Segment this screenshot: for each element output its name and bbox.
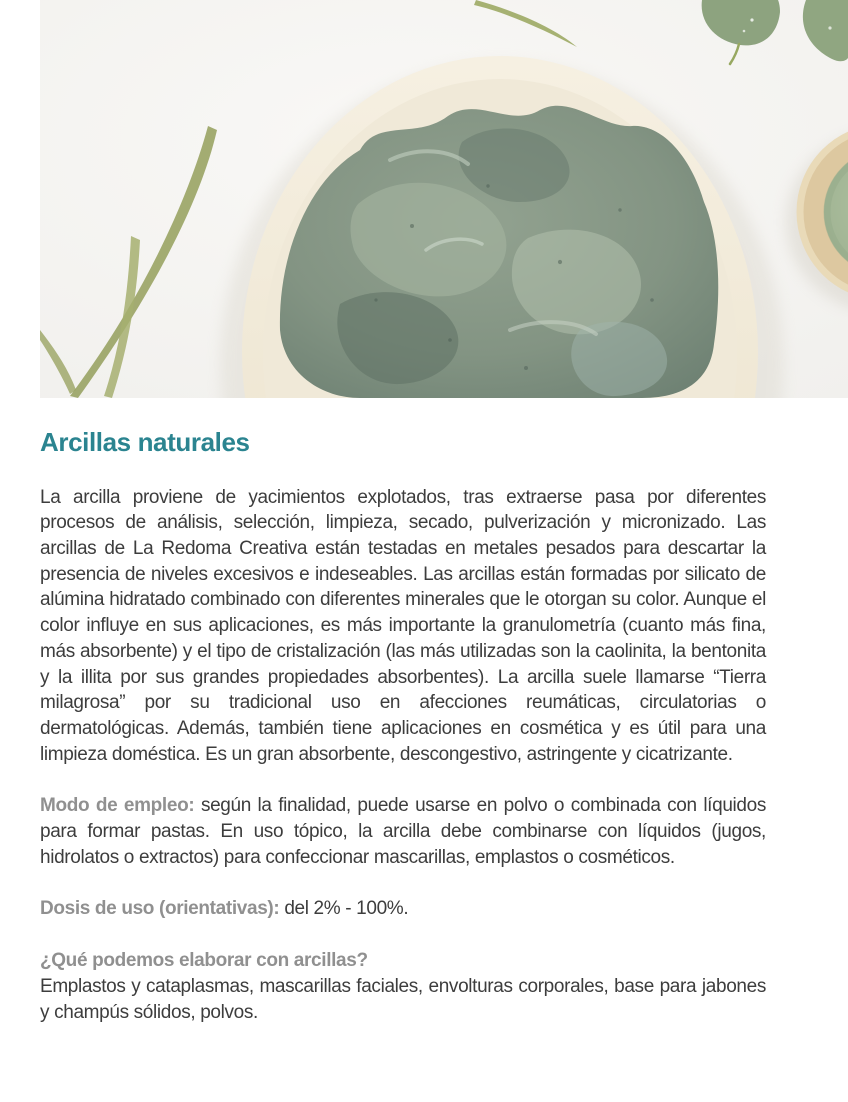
clay-photo-illustration xyxy=(40,0,848,398)
article xyxy=(40,398,766,1025)
elaborar-answer: Emplastos y cataplasmas, mascarillas faciales, envolturas corporales, base para jabones y champús sólidos, polvos. xyxy=(40,975,766,1023)
modo-de-empleo-paragraph xyxy=(40,793,766,870)
dosis-de-uso-text: del 2% - 100%. xyxy=(284,898,409,920)
elaborar-question: ¿Qué podemos elaborar con arcillas? xyxy=(40,950,368,972)
intro-paragraph: La arcilla proviene de yacimientos explotados, tras extraerse pasa por diferentes procesos de análisis, selección, limpieza, secado, pulverización y micronizado. Las arcillas de La Redoma Creativa están testadas en metales pesados para descartar la presencia de niveles excesivos e indeseables. Las arcillas están formadas por silicato de alúmina hidratado combinado con diferentes minerales que le otorgan su color. Aunque el color influye en sus aplicaciones, es más importante la granulometría (cuanto más fina, más absorbente) y el tipo de cristalización (las más utilizadas son la caolinita, la bentonita y la illita por sus grandes propiedades absorbentes). La arcilla suele llamarse “Tierra milagrosa” por su tradicional uso en afecciones reumáticas, circulatorias o dermatológicas. Además, también tiene aplicaciones en cosmética y es útil para una limpieza doméstica. Es un gran absorbente, descongestivo, astringente y cicatrizante. xyxy=(40,486,766,765)
hero-photo xyxy=(40,0,848,398)
dosis-de-uso-label: Dosis de uso (orientativas): xyxy=(40,898,280,920)
modo-de-empleo-text: según la finalidad, puede usarse en polvo o combinada con líquidos para formar pastas. En uso tópico, la arcilla debe combinarse con líquidos (jugos, hidrolatos o extractos) para confeccionar mascarillas, emplastos o cosméticos. xyxy=(40,795,767,868)
modo-de-empleo-label: Modo de empleo: xyxy=(40,795,195,817)
page-title: Arcillas naturales xyxy=(40,427,250,457)
elaborar-paragraph xyxy=(40,948,766,1025)
dosis-de-uso-paragraph xyxy=(40,896,766,922)
